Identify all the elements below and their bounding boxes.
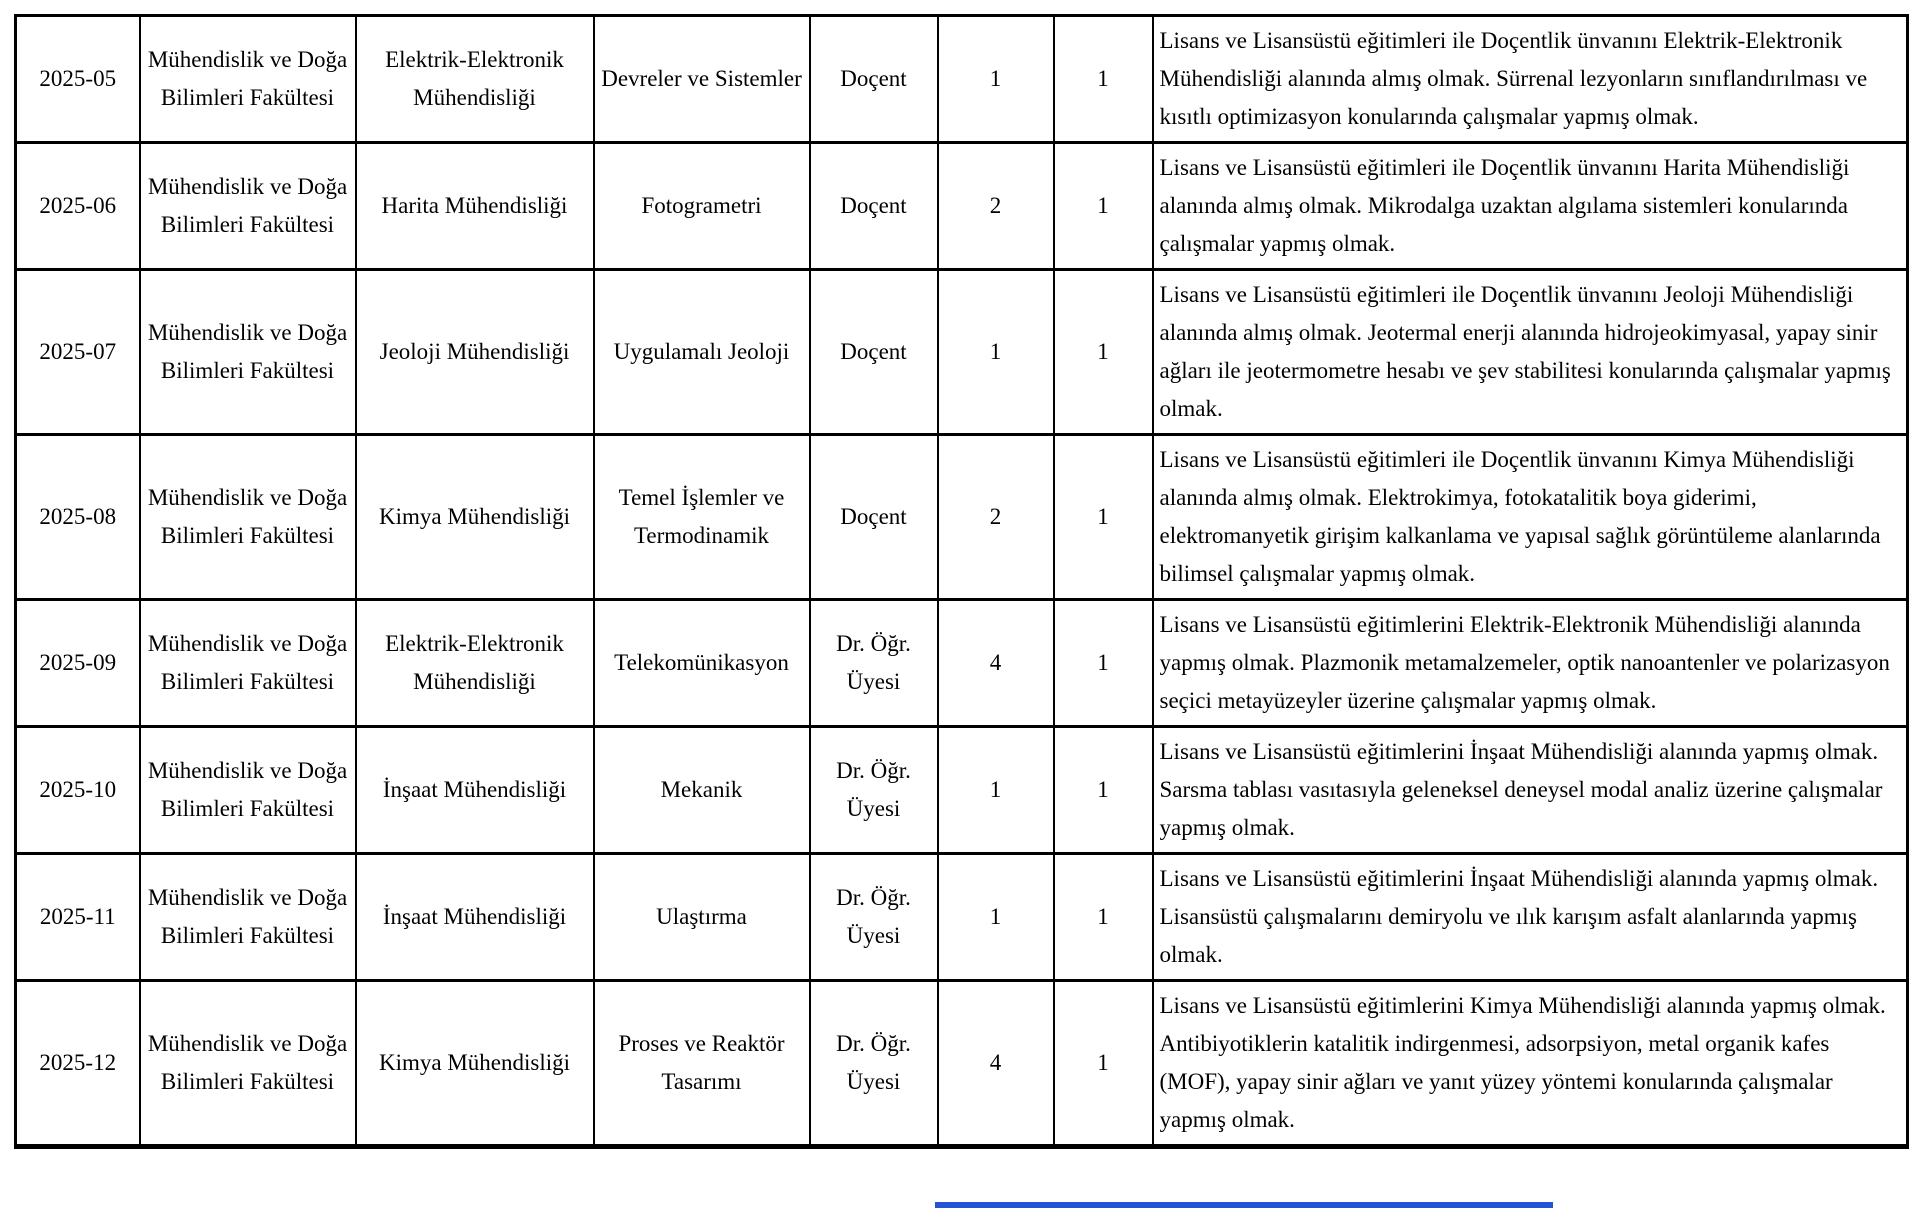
grade-cell: 2 bbox=[938, 435, 1054, 600]
title-cell: Doçent bbox=[810, 270, 938, 435]
faculty-cell: Mühendislik ve Doğa Bilimleri Fakültesi bbox=[140, 270, 356, 435]
table-row bbox=[16, 16, 1908, 143]
code-cell: 2025-07 bbox=[16, 270, 140, 435]
field-cell: Ulaştırma bbox=[594, 854, 810, 981]
title-cell: Doçent bbox=[810, 16, 938, 143]
count-cell: 1 bbox=[1054, 727, 1153, 854]
bottom-accent-line bbox=[935, 1202, 1553, 1208]
faculty-cell: Mühendislik ve Doğa Bilimleri Fakültesi bbox=[140, 435, 356, 600]
department-cell: Elektrik-Elektronik Mühendisliği bbox=[356, 16, 594, 143]
count-cell: 1 bbox=[1054, 16, 1153, 143]
count-cell: 1 bbox=[1054, 270, 1153, 435]
requirements-cell: Lisans ve Lisansüstü eğitimleri ile Doçentlik ünvanını Harita Mühendisliği alanında almış olmak. Mikrodalga uzaktan algılama sistemleri konularında çalışmalar yapmış olmak. bbox=[1153, 143, 1908, 270]
title-cell: Doçent bbox=[810, 435, 938, 600]
code-cell: 2025-11 bbox=[16, 854, 140, 981]
department-cell: Jeoloji Mühendisliği bbox=[356, 270, 594, 435]
count-cell: 1 bbox=[1054, 143, 1153, 270]
code-cell: 2025-09 bbox=[16, 600, 140, 727]
requirements-cell: Lisans ve Lisansüstü eğitimleri ile Doçentlik ünvanını Kimya Mühendisliği alanında almış olmak. Elektrokimya, fotokatalitik boya giderimi, elektromanyetik girişim kalkanlama ve yapısal sağlık görüntüleme alanlarında bilimsel çalışmalar yapmış olmak. bbox=[1153, 435, 1908, 600]
code-cell: 2025-06 bbox=[16, 143, 140, 270]
grade-cell: 4 bbox=[938, 600, 1054, 727]
count-cell: 1 bbox=[1054, 600, 1153, 727]
title-cell: Dr. Öğr. Üyesi bbox=[810, 854, 938, 981]
field-cell: Temel İşlemler ve Termodinamik bbox=[594, 435, 810, 600]
faculty-cell: Mühendislik ve Doğa Bilimleri Fakültesi bbox=[140, 600, 356, 727]
code-cell: 2025-10 bbox=[16, 727, 140, 854]
code-cell: 2025-08 bbox=[16, 435, 140, 600]
count-cell: 1 bbox=[1054, 981, 1153, 1147]
department-cell: Elektrik-Elektronik Mühendisliği bbox=[356, 600, 594, 727]
count-cell: 1 bbox=[1054, 435, 1153, 600]
title-cell: Doçent bbox=[810, 143, 938, 270]
requirements-cell: Lisans ve Lisansüstü eğitimleri ile Doçentlik ünvanını Elektrik-Elektronik Mühendisliği alanında almış olmak. Sürrenal lezyonların sınıflandırılması ve kısıtlı optimizasyon konularında çalışmalar yapmış olmak. bbox=[1153, 16, 1908, 143]
department-cell: Kimya Mühendisliği bbox=[356, 981, 594, 1147]
faculty-cell: Mühendislik ve Doğa Bilimleri Fakültesi bbox=[140, 727, 356, 854]
count-cell: 1 bbox=[1054, 854, 1153, 981]
table-row bbox=[16, 727, 1908, 854]
table-row bbox=[16, 270, 1908, 435]
requirements-cell: Lisans ve Lisansüstü eğitimlerini İnşaat Mühendisliği alanında yapmış olmak. Sarsma tablası vasıtasıyla geleneksel deneysel modal analiz üzerine çalışmalar yapmış olmak. bbox=[1153, 727, 1908, 854]
requirements-cell: Lisans ve Lisansüstü eğitimleri ile Doçentlik ünvanını Jeoloji Mühendisliği alanında almış olmak. Jeotermal enerji alanında hidrojeokimyasal, yapay sinir ağları ile jeotermometre hesabı ve şev stabilitesi konularında çalışmalar yapmış olmak. bbox=[1153, 270, 1908, 435]
department-cell: Kimya Mühendisliği bbox=[356, 435, 594, 600]
code-cell: 2025-12 bbox=[16, 981, 140, 1147]
title-cell: Dr. Öğr. Üyesi bbox=[810, 981, 938, 1147]
table-row bbox=[16, 143, 1908, 270]
title-cell: Dr. Öğr. Üyesi bbox=[810, 727, 938, 854]
department-cell: İnşaat Mühendisliği bbox=[356, 727, 594, 854]
grade-cell: 4 bbox=[938, 981, 1054, 1147]
title-cell: Dr. Öğr. Üyesi bbox=[810, 600, 938, 727]
department-cell: İnşaat Mühendisliği bbox=[356, 854, 594, 981]
academic-positions-table bbox=[14, 14, 1909, 1149]
grade-cell: 1 bbox=[938, 854, 1054, 981]
field-cell: Fotogrametri bbox=[594, 143, 810, 270]
grade-cell: 1 bbox=[938, 270, 1054, 435]
table-body bbox=[16, 16, 1908, 1147]
faculty-cell: Mühendislik ve Doğa Bilimleri Fakültesi bbox=[140, 854, 356, 981]
grade-cell: 1 bbox=[938, 16, 1054, 143]
code-cell: 2025-05 bbox=[16, 16, 140, 143]
table-row bbox=[16, 981, 1908, 1147]
field-cell: Telekomünikasyon bbox=[594, 600, 810, 727]
field-cell: Mekanik bbox=[594, 727, 810, 854]
grade-cell: 2 bbox=[938, 143, 1054, 270]
faculty-cell: Mühendislik ve Doğa Bilimleri Fakültesi bbox=[140, 143, 356, 270]
requirements-cell: Lisans ve Lisansüstü eğitimlerini İnşaat Mühendisliği alanında yapmış olmak. Lisansüstü çalışmalarını demiryolu ve ılık karışım asfalt alanlarında yapmış olmak. bbox=[1153, 854, 1908, 981]
requirements-cell: Lisans ve Lisansüstü eğitimlerini Kimya Mühendisliği alanında yapmış olmak. Antibiyotiklerin katalitik indirgenmesi, adsorpsiyon, metal organik kafes (MOF), yapay sinir ağları ve yanıt yüzey yöntemi konularında çalışmalar yapmış olmak. bbox=[1153, 981, 1908, 1147]
table-row bbox=[16, 854, 1908, 981]
table-row bbox=[16, 435, 1908, 600]
requirements-cell: Lisans ve Lisansüstü eğitimlerini Elektrik-Elektronik Mühendisliği alanında yapmış olmak. Plazmonik metamalzemeler, optik nanoantenler ve polarizasyon seçici metayüzeyler üzerine çalışmalar yapmış olmak. bbox=[1153, 600, 1908, 727]
field-cell: Devreler ve Sistemler bbox=[594, 16, 810, 143]
faculty-cell: Mühendislik ve Doğa Bilimleri Fakültesi bbox=[140, 981, 356, 1147]
field-cell: Proses ve Reaktör Tasarımı bbox=[594, 981, 810, 1147]
table-row bbox=[16, 600, 1908, 727]
field-cell: Uygulamalı Jeoloji bbox=[594, 270, 810, 435]
department-cell: Harita Mühendisliği bbox=[356, 143, 594, 270]
grade-cell: 1 bbox=[938, 727, 1054, 854]
faculty-cell: Mühendislik ve Doğa Bilimleri Fakültesi bbox=[140, 16, 356, 143]
